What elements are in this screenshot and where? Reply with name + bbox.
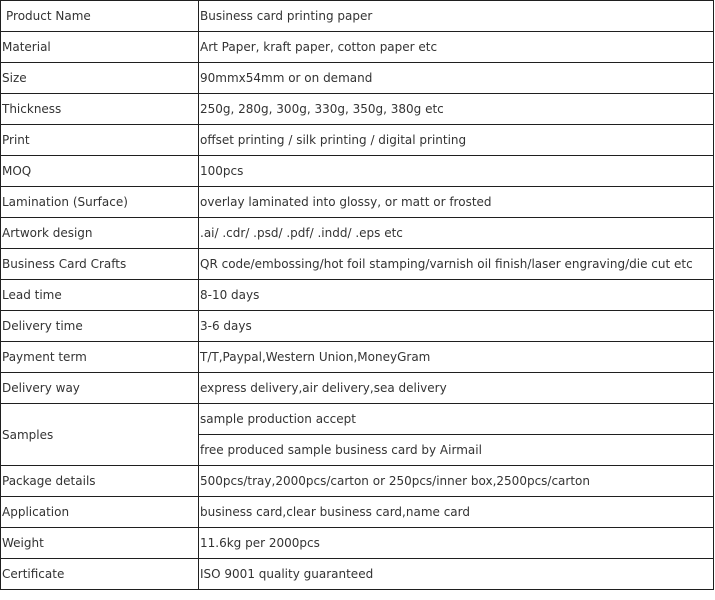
spec-label-business-card-crafts: Business Card Crafts — [1, 249, 199, 280]
table-row — [1, 559, 714, 590]
table-row — [1, 1, 714, 32]
spec-value-business-card-crafts: QR code/embossing/hot foil stamping/varnish oil finish/laser engraving/die cut etc — [199, 249, 714, 280]
table-row — [1, 187, 714, 218]
spec-label-lamination: Lamination (Surface) — [1, 187, 199, 218]
spec-label-delivery-time: Delivery time — [1, 311, 199, 342]
spec-value-payment-term: T/T,Paypal,Western Union,MoneyGram — [199, 342, 714, 373]
spec-value-material: Art Paper, kraft paper, cotton paper etc — [199, 32, 714, 63]
spec-value-lamination: overlay laminated into glossy, or matt or frosted — [199, 187, 714, 218]
table-row — [1, 404, 714, 435]
table-row — [1, 156, 714, 187]
table-row — [1, 32, 714, 63]
spec-value-package-details: 500pcs/tray,2000pcs/carton or 250pcs/inner box,2500pcs/carton — [199, 466, 714, 497]
spec-value-delivery-time: 3-6 days — [199, 311, 714, 342]
spec-label-product-name: Product Name — [1, 1, 199, 32]
table-row — [1, 63, 714, 94]
spec-value-product-name: Business card printing paper — [199, 1, 714, 32]
spec-label-lead-time: Lead time — [1, 280, 199, 311]
table-row — [1, 218, 714, 249]
table-row — [1, 497, 714, 528]
spec-label-print: Print — [1, 125, 199, 156]
table-row — [1, 373, 714, 404]
spec-value-size: 90mmx54mm or on demand — [199, 63, 714, 94]
spec-label-application: Application — [1, 497, 199, 528]
spec-value-weight: 11.6kg per 2000pcs — [199, 528, 714, 559]
spec-value-samples-2: free produced sample business card by Airmail — [199, 435, 714, 466]
spec-label-artwork-design: Artwork design — [1, 218, 199, 249]
table-row — [1, 528, 714, 559]
table-row — [1, 280, 714, 311]
table-row — [1, 342, 714, 373]
spec-value-thickness: 250g, 280g, 300g, 330g, 350g, 380g etc — [199, 94, 714, 125]
spec-label-certificate: Certificate — [1, 559, 199, 590]
spec-label-delivery-way: Delivery way — [1, 373, 199, 404]
spec-value-artwork-design: .ai/ .cdr/ .psd/ .pdf/ .indd/ .eps etc — [199, 218, 714, 249]
spec-label-thickness: Thickness — [1, 94, 199, 125]
table-row — [1, 125, 714, 156]
spec-label-package-details: Package details — [1, 466, 199, 497]
spec-value-print: offset printing / silk printing / digital printing — [199, 125, 714, 156]
table-row — [1, 94, 714, 125]
spec-label-material: Material — [1, 32, 199, 63]
spec-label-payment-term: Payment term — [1, 342, 199, 373]
table-row — [1, 466, 714, 497]
spec-label-moq: MOQ — [1, 156, 199, 187]
spec-label-size: Size — [1, 63, 199, 94]
spec-value-lead-time: 8-10 days — [199, 280, 714, 311]
spec-value-samples-1: sample production accept — [199, 404, 714, 435]
spec-label-samples: Samples — [1, 404, 199, 466]
spec-value-delivery-way: express delivery,air delivery,sea delivery — [199, 373, 714, 404]
spec-value-application: business card,clear business card,name card — [199, 497, 714, 528]
spec-value-moq: 100pcs — [199, 156, 714, 187]
table-row — [1, 249, 714, 280]
spec-value-certificate: ISO 9001 quality guaranteed — [199, 559, 714, 590]
table-row — [1, 311, 714, 342]
spec-label-weight: Weight — [1, 528, 199, 559]
